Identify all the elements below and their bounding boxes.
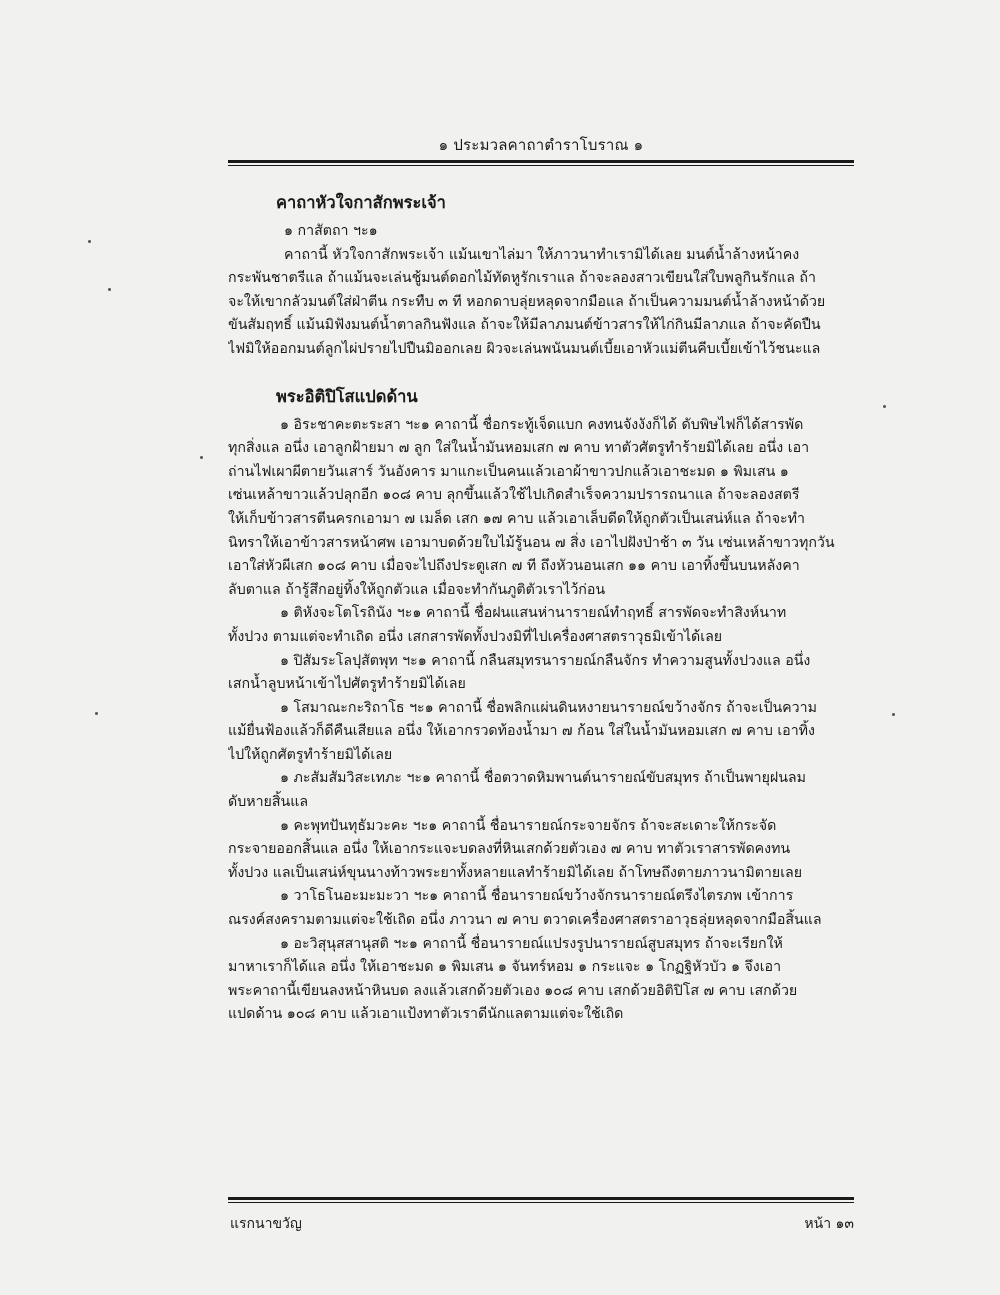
text-line: กระพันชาตรีแล ถ้าแม้นจะเล่นชู้มนต์ดอกไม้ทัดหูรักเราแล ถ้าจะลองสาวเขียนใส่ใบพลูกินรักแล ถ้า (228, 270, 816, 287)
text-line: พระคาถานี้เขียนลงหน้าหินบด ลงแล้วเสกด้วยตัวเอง ๑๐๘ คาบ เสกด้วยอิติปิโส ๗ คาบ เสกด้วย (228, 982, 798, 999)
text-line: ทุกสิ่งแล อนึ่ง เอาลูกฝ้ายมา ๗ ลูก ใส่ในน้ำมันหอมเสก ๗ คาบ ทาตัวศัตรูทำร้ายมิได้เลย อนึ่ง เอา (228, 440, 810, 457)
running-header: ๑ ประมวลคาถาตำราโบราณ ๑ (438, 136, 644, 154)
scan-speck (108, 288, 111, 291)
text-line: ทั้งปวง ตามแต่จะทำเถิด อนึ่ง เสกสารพัดทั้งปวงมิที่ไปเครื่องศาสตราวุธมิเข้าได้เลย (228, 628, 723, 645)
text-line: ไฟมิให้ออกมนต์ลูกไผ่ปรายไปปืนมิออกเลย ผิวจะเล่นพนันมนต์เบี้ยเอาหัวแม่ตีนคีบเบี้ยเข้าไว้ชนะแล (228, 340, 821, 357)
text-line: ลับตาแล ถ้ารู้สึกอยู่ทิ้งให้ถูกตัวแล เมื่อจะทำกันภูติตัวเราไว้ก่อน (228, 581, 606, 598)
text-line: แปดด้าน ๑๐๘ คาบ แล้วเอาแป้งทาตัวเราดีนักแลตามแต่จะใช้เถิด (228, 1006, 624, 1023)
text-line: ถ่านไฟเผาผีตายวันเสาร์ วันอังคาร มาแกะเป็นคนแล้วเอาผ้าขาวปกแล้วเอาชะมด ๑ พิมเสน ๑ (228, 463, 789, 480)
text-line: จะให้เขากลัวมนต์ใส่ฝ่าตีน กระทืบ ๓ ที หอกดาบลุ่ยหลุดจากมือแล ถ้าเป็นความมนต์น้ำล้างหน้าด้วย (228, 293, 826, 310)
text-line: ไปให้ถูกศัตรูทำร้ายมิได้เลย (228, 746, 393, 763)
scan-speck (200, 456, 203, 459)
text-line: ให้เก็บข้าวสารตีนครกเอามา ๗ เมล็ด เสก ๑๗ คาบ แล้วเอาเล็บดีดให้ถูกตัวเป็นเสน่ห์แล ถ้าจะทำ (228, 510, 805, 527)
text-line: เอาใส่หัวผีเสก ๑๐๘ คาบ เมื่อจะไปถึงประตูเสก ๗ ที ถึงหัวนอนเสก ๑๑ คาบ เอาทิ้งขึ้นบนหลังคา (228, 558, 800, 575)
text-line: ๑ ปิสัมระโลปุสัตพุท ฯะ๑ คาถานี้ กลืนสมุทรนารายณ์กลืนจักร ทำความสูนทั้งปวงแล อนึ่ง (280, 652, 811, 669)
text-line: เซ่นเหล้าขาวแล้วปลุกอีก ๑๐๘ คาบ ลุกขึ้นแล้วใช้ไปเกิดสำเร็จความปรารถนาแล ถ้าจะลองสตรี (228, 487, 800, 504)
text-line: ดับหายสิ้นแล (228, 794, 309, 811)
text-line: คาถานี้ หัวใจกาสักพระเจ้า แม้นเขาไล่มา ให้ภาวนาทำเรามิได้เลย มนต์น้ำล้างหน้าคง (284, 246, 800, 263)
scan-speck (88, 240, 91, 243)
text-line: มาหาเราก็ได้แล อนึ่ง ให้เอาชะมด ๑ พิมเสน ๑ จันทร์หอม ๑ กระแจะ ๑ โกฏฐิหัวบัว ๑ จึงเอา (228, 959, 782, 976)
text-line: ๑ ภะสัมสัมวิสะเทภะ ฯะ๑ คาถานี้ ชื่อตวาดหิมพานต์นารายณ์ขับสมุทร ถ้าเป็นพายุฝนลม (280, 770, 806, 787)
text-line: แม้ยื่นฟ้องแล้วก็ดีคืนเสียแล อนึ่ง ให้เอากรวดท้องน้ำมา ๗ ก้อน ใส่ในน้ำมันหอมเสก ๗ คาบ เอาทิ้ง (228, 723, 815, 740)
text-line: ทั้งปวง แลเป็นเสน่ห์ขุนนางท้าวพระยาทั้งหลายแลทำร้ายมิได้เลย ถ้าโทษถึงตายภาวนามิตายเลย (228, 864, 803, 881)
header-rule-thick (228, 160, 854, 163)
scan-speck (883, 405, 886, 408)
section-title: พระอิติปิโสแปดด้าน (276, 386, 418, 406)
text-line: ๑ โสมาณะกะริถาโธ ฯะ๑ คาถานี้ ชื่อพลิกแผ่นดินหงายนารายณ์ขว้างจักร ถ้าจะเป็นความ (280, 699, 817, 716)
text-line: ๑ อิระชาคะตะระสา ฯะ๑ คาถานี้ ชื่อกระทู้เจ็ดแบก คงทนจังงังก็ได้ ดับพิษไฟก็ได้สารพัด (280, 416, 804, 433)
page-number: หน้า ๑๓ (804, 1216, 854, 1232)
text-line: เสกน้ำลูบหน้าเข้าไปศัตรูทำร้ายมิได้เลย (228, 676, 466, 693)
text-line: นิทราให้เอาข้าวสารหน้าศพ เอามาบดด้วยใบไม้รู้นอน ๗ สิ่ง เอาไปฝังป่าช้า ๓ วัน เซ่นเหล้าขาวทุกวัน (228, 534, 835, 551)
footer-rule-thick (228, 1197, 854, 1200)
section-body (228, 414, 854, 1027)
verse-line: ๑ กาสัตถา ฯะ๑ (284, 223, 378, 239)
text-line: ขันสัมฤทธิ์ แม้นมิฟังมนต์น้ำตาลกินฟังแล ถ้าจะให้มีลาภมนต์ข้าวสารให้ไก่กินมีลาภแล ถ้าจะคัดปืน (228, 317, 821, 334)
text-line: ณรงค์สงครามตามแต่จะใช้เถิด อนึ่ง ภาวนา ๗ คาบ ตวาดเครื่องศาสตราอาวุธลุ่ยหลุดจากมือสิ้นแล (228, 912, 822, 929)
scan-speck (892, 713, 895, 716)
text-line: ๑ ติหังจะโตโรถินัง ฯะ๑ คาถานี้ ชื่อฝนแสนห่านารายณ์ทำฤทธิ์ สารพัดจะทำสิงห์นาท (280, 605, 787, 622)
page-content (228, 190, 854, 1027)
text-line: กระจายออกสิ้นแล อนึ่ง ให้เอากระแจะบดลงที่หินเสกด้วยตัวเอง ๗ คาบ ทาตัวเราสารพัดคงทน (228, 841, 791, 858)
section-body (228, 220, 854, 362)
section-title: คาถาหัวใจกาสักพระเจ้า (276, 193, 446, 212)
text-line: ๑ อะวิสุนุสสานุสติ ฯะ๑ คาถานี้ ชื่อนารายณ์แปรงรูปนารายณ์สูบสมุทร ถ้าจะเรียกให้ (280, 935, 783, 952)
footer-source: แรกนาขวัญ (230, 1216, 302, 1232)
scan-speck (95, 712, 98, 715)
footer-rule-thin (228, 1202, 854, 1203)
header-rule-thin (228, 165, 854, 166)
text-line: ๑ วาโธโนอะมะมะวา ฯะ๑ คาถานี้ ชื่อนารายณ์ขว้างจักรนารายณ์ตรึงไตรภพ เข้าการ (280, 888, 794, 905)
text-line: ๑ คะพุทปันทุธัมวะคะ ฯะ๑ คาถานี้ ชื่อนารายณ์กระจายจักร ถ้าจะสะเดาะให้กระจัด (280, 817, 777, 834)
